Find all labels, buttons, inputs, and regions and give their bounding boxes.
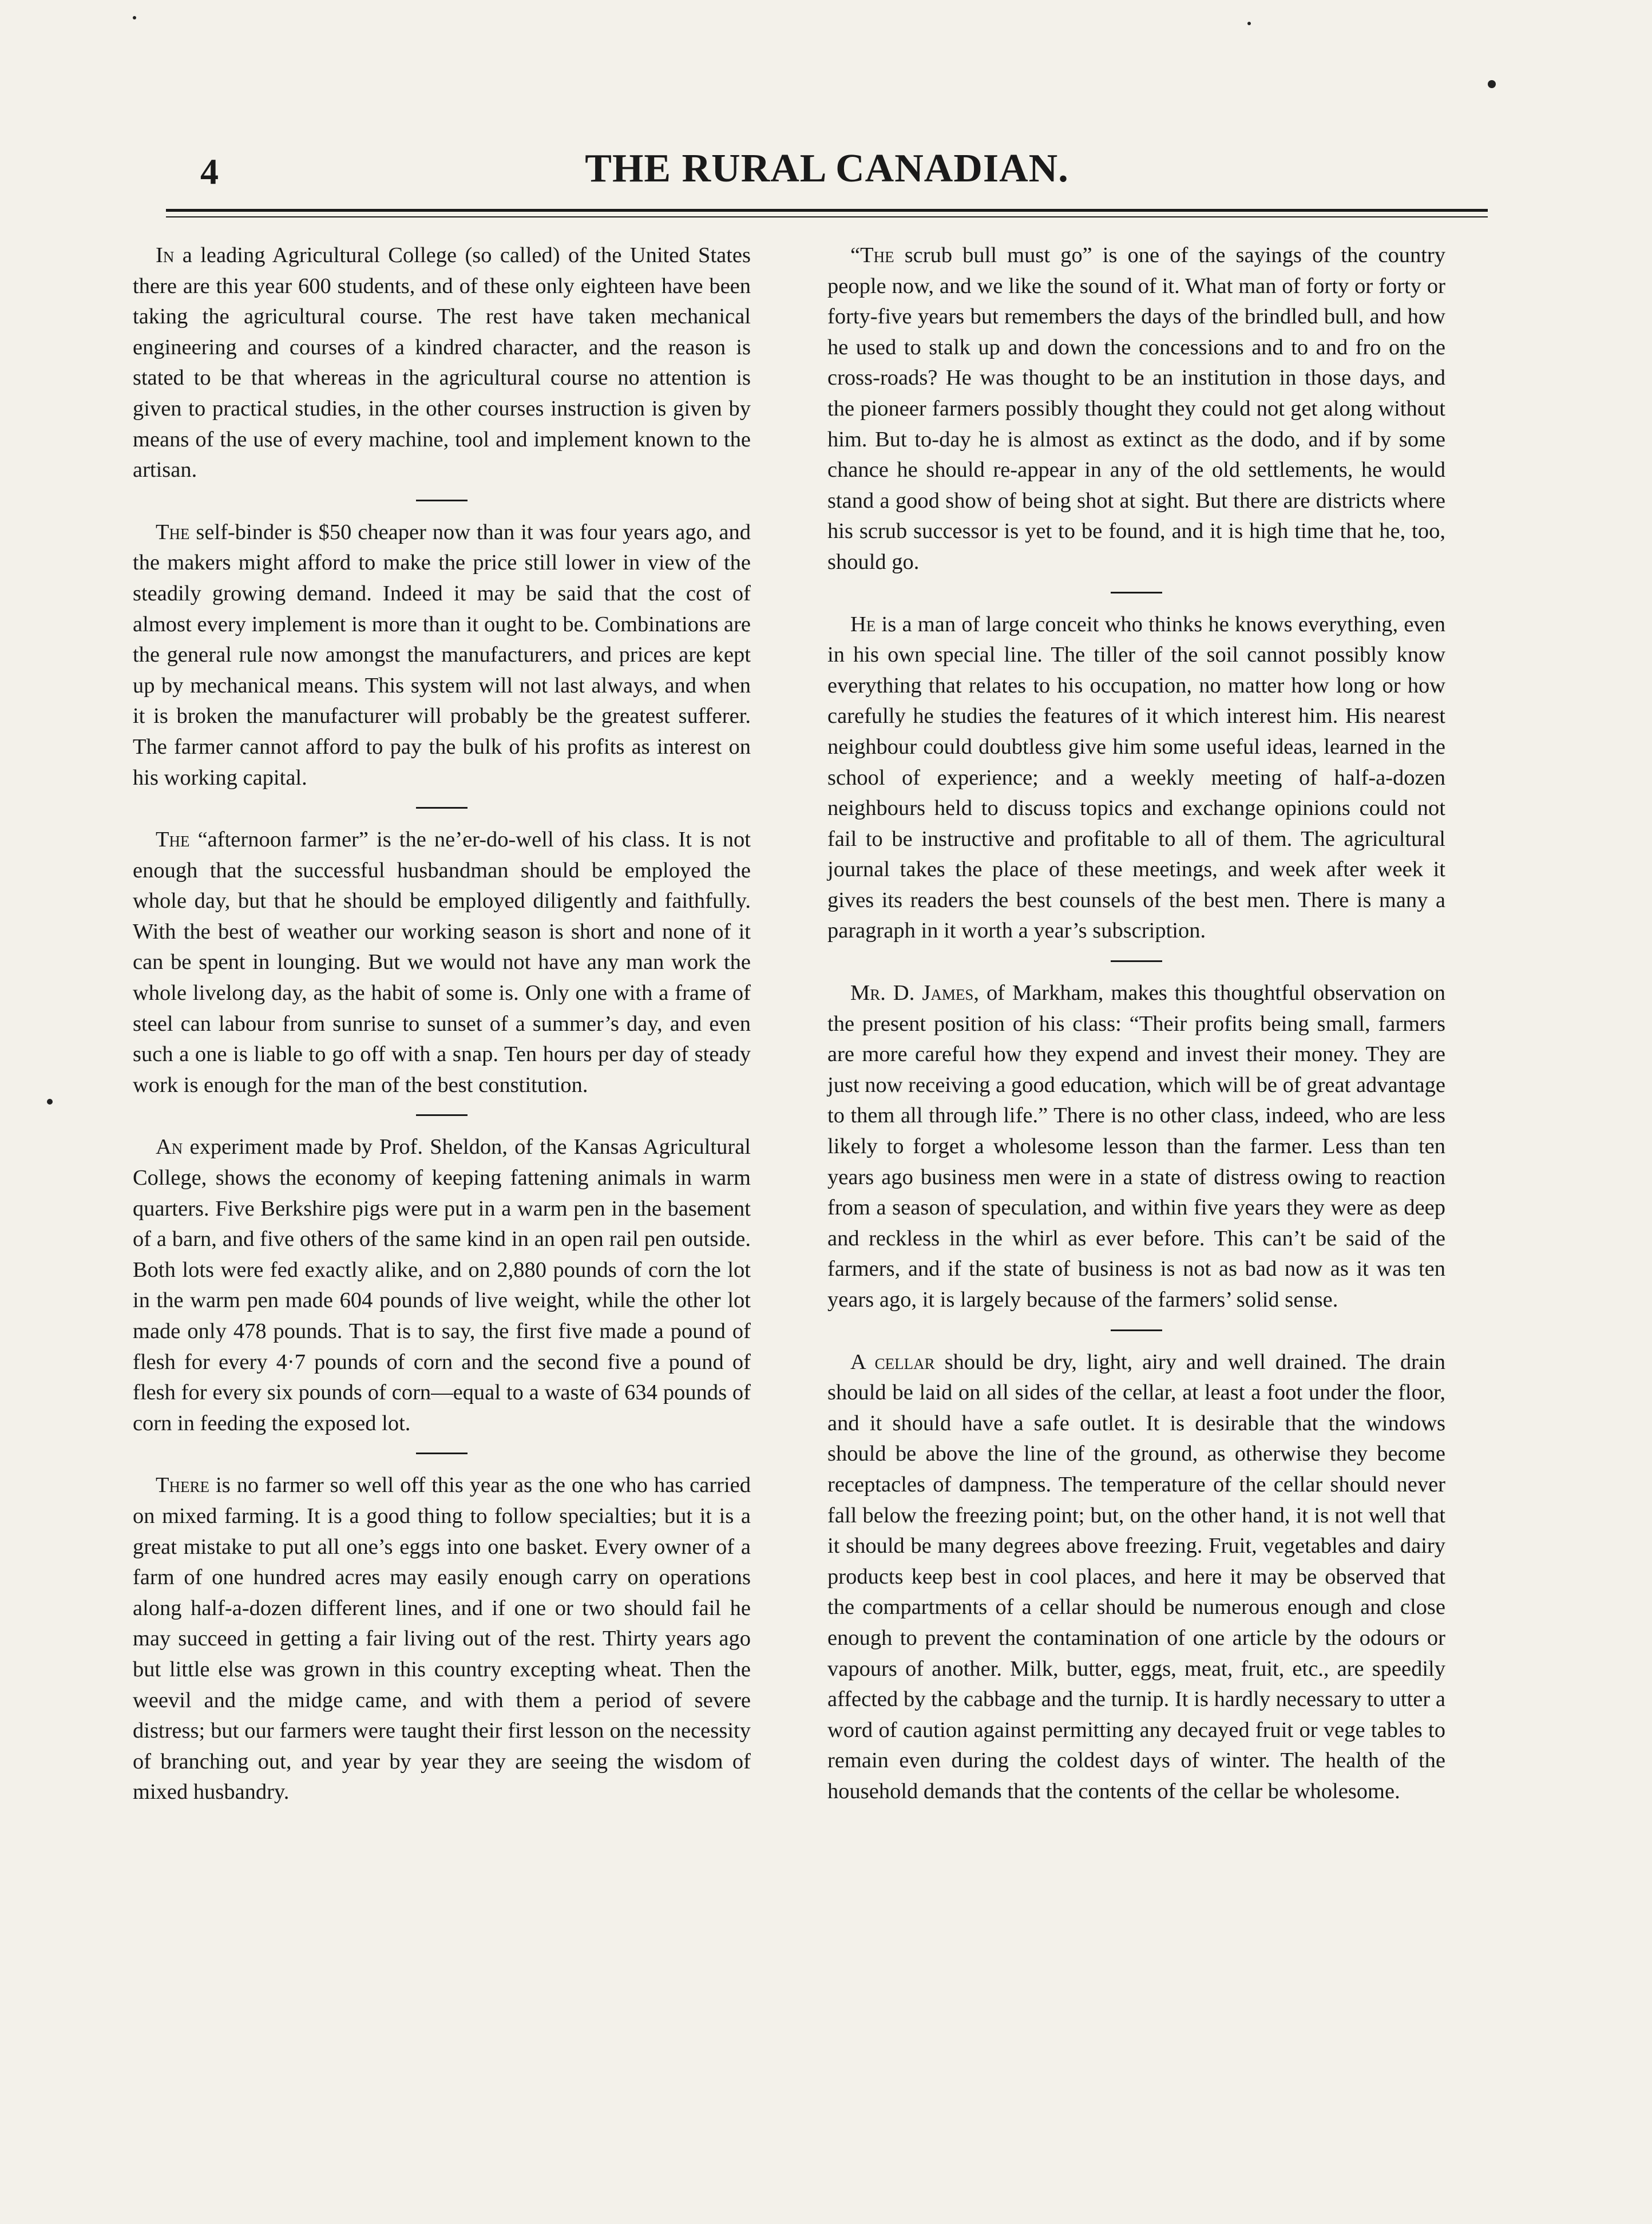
paragraph-text: a leading Agricultural College (so called) of the United States there are this year 600 students, and of these only eighteen have been taking the agricultural course. The rest have taken mechanical engineering and courses of a kindred character, and the reason is stated to be that whereas in the agricultural course no attention is given to practical studies, in the other courses instruction is given by means of the use of every machine, tool and implement known to the artisan. [133,243,751,482]
paragraph-text: is no farmer so well off this year as the one who has carried on mixed farming. It is a good thing to follow specialties; but it is a great mistake to put all one’s eggs into one basket. Every owner of a farm of one hundred acres may easily enough carry on operations along half-a-dozen different lines, and if one or two should fail he may succeed in getting a fair living out of the rest. Thirty years ago but little else was grown in this country excepting wheat. Then the weevil and the midge came, and with them a period of severe distress; but our farmers were taught their first lesson on the necessity of branching out, and year by year they are seeing the wisdom of mixed husbandry. [133,1473,751,1804]
section-divider [416,1453,468,1454]
journal-title: THE RURAL CANADIAN. [585,147,1069,191]
paragraph-lead: “The [850,243,894,267]
article-paragraph [827,978,1445,1316]
paragraph-lead: He [850,612,876,636]
paragraph-lead: In [156,243,175,267]
print-speck [1247,22,1251,25]
paragraph-text: self-binder is $50 cheaper now than it was four years ago, and the makers might afford to make the price still lower in view of the steadily growing demand. Indeed it may be said that the cost of almost every implement is more than it ought to be. Combinations are the general rule now amongst the manufacturers, and prices are kept up by mechanical means. This system will not last always, and when it is broken the manufacturer will probably be the greatest sufferer. The farmer cannot afford to pay the bulk of his profits as interest on his working capital. [133,520,751,790]
paragraph-text: experiment made by Prof. Sheldon, of the Kansas Agricultural College, shows the economy of keeping fattening animals in warm quarters. Five Berkshire pigs were put in a warm pen in the basement of a barn, and five others of the same kind in an open rail pen outside. Both lots were fed exactly alike, and on 2,880 pounds of corn the lot in the warm pen made 604 pounds of live weight, while the other lot made only 478 pounds. That is to say, the first five made a pound of flesh for every 4·7 pounds of corn and the second five a pound of flesh for every six pounds of corn—equal to a waste of 634 pounds of corn in feeding the exposed lot. [133,1135,751,1435]
article-paragraph [133,1132,751,1439]
paragraph-lead: There [156,1473,210,1498]
section-divider [1111,1329,1162,1331]
print-speck [1488,80,1496,88]
left-column [133,240,751,1808]
page-header [166,146,1488,209]
section-divider [1111,592,1162,593]
print-speck [133,16,136,19]
paragraph-lead: A cellar [850,1350,935,1374]
article-paragraph [133,240,751,486]
print-speck [47,1099,53,1105]
section-divider [1111,960,1162,962]
article-paragraph [133,517,751,793]
paragraph-text: of Markham, makes this thoughtful observation on the present position of his class: “Their profits being small, farmers are more careful how they expend and invest their money. They are just now receiving a good education, which will be of great advantage to them all through life.” There is no other class, indeed, who are less likely to forget a wholesome lesson than the farmer. Less than ten years ago business men were in a state of distress owing to reaction from a season of speculation, and within five years they were as deep and reckless in the whirl as ever before. This can’t be said of the farmers, and if the state of business is not as bad now as it was ten years ago, it is largely because of the farmers’ solid sense. [827,981,1446,1312]
paragraph-lead: The [156,520,190,544]
paragraph-text: is a man of large conceit who thinks he knows everything, even in his own special line. The tiller of the soil cannot possibly know everything that relates to his occupation, no matter how long or how carefully he studies the features of it which interest him. His nearest neighbour could doubtless give him some useful ideas, learned in the school of experience; and a weekly meeting of half-a-dozen neighbours held to discuss topics and exchange opinions could not fail to be instructive and profitable to all of them. The agricultural journal takes the place of these meetings, and week after week it gives its readers the best counsels of the best men. There is many a paragraph in it worth a year’s subscription. [827,612,1445,943]
article-paragraph [133,1470,751,1808]
paragraph-text: scrub bull must go” is one of the sayings of the country people now, and we like the sound of it. What man of forty or forty or forty-five years but remembers the days of the brindled bull, and how he used to stalk up and down the concessions and to and fro on the cross-roads? He was thought to be an institution in those days, and the pioneer farmers possibly thought they could not get along without him. But to-day he is almost as extinct as the dodo, and if by some chance he should re-appear in any of the old settlements, he would stand a good show of being shot at sight. But there are districts where his scrub successor is yet to be found, and it is high time that he, too, should go. [827,243,1445,574]
right-column [827,240,1445,1807]
header-rule-thin [166,216,1488,217]
article-paragraph [827,610,1445,947]
section-divider [416,500,468,501]
paragraph-lead: Mr. D. James, [850,981,979,1006]
section-divider [416,1114,468,1116]
section-divider [416,807,468,809]
article-paragraph [827,240,1445,578]
paragraph-lead: An [156,1135,183,1160]
article-paragraph [827,1347,1445,1807]
paragraph-text: “afternoon farmer” is the ne’er-do-well of his class. It is not enough that the successful husbandman should be employed the whole day, but that he should be employed diligently and faithfully. With the best of weather our working season is short and none of it can be spent in lounging. But we would not have any man work the whole livelong day, as the habit of some is. Only one with a frame of steel can labour from sunrise to sunset of a summer’s day, and even such a one is liable to go off with a snap. Ten hours per day of steady work is enough for the man of the best constitution. [133,828,751,1097]
paragraph-text: should be dry, light, airy and well drained. The drain should be laid on all sides of the cellar, at least a foot under the floor, and it should have a safe outlet. It is desirable that the windows should be above the line of the ground, as otherwise they become receptacles of dampness. The temperature of the cellar should never fall below the freezing point; but, on the other hand, it is not well that it should be many degrees above freezing. Fruit, vegetables and dairy products keep best in cool places, and here it may be observed that the compartments of a cellar should be numerous enough and close enough to prevent the contamination of one article by the odours or vapours of another. Milk, butter, eggs, meat, fruit, etc., are speedily affected by the cabbage and the turnip. It is hardly necessary to utter a word of caution against permitting any decayed fruit or vege tables to remain even during the coldest days of winter. The health of the household demands that the contents of the cellar be wholesome. [827,1350,1445,1803]
paragraph-lead: The [156,828,190,852]
page-number: 4 [200,151,219,192]
article-paragraph [133,825,751,1101]
header-rule-thick [166,209,1488,212]
